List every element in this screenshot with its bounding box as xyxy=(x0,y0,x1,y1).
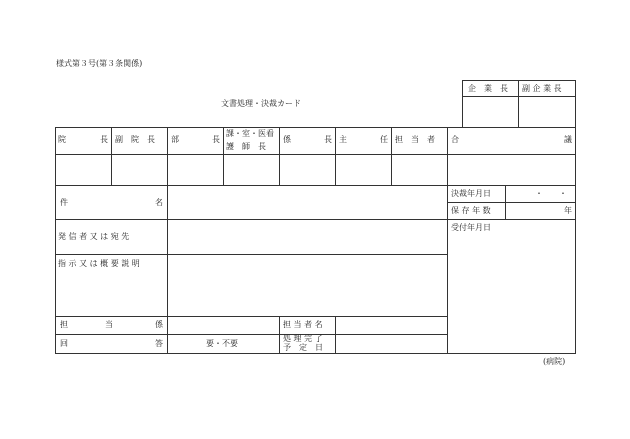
decision-date-value: ・ ・ xyxy=(535,189,567,198)
staff-label-3: 係 xyxy=(155,320,163,329)
hospital-director-suffix: 長 xyxy=(100,135,108,144)
form-number: 様式第３号(第３条関係) xyxy=(56,59,143,68)
supervisor-label: 主 xyxy=(339,135,347,144)
person-name-label: 担 当 者 名 xyxy=(283,320,323,329)
president-label: 企 業 長 xyxy=(468,84,508,93)
hospital-director-label: 院 xyxy=(58,135,66,144)
reply-required-option[interactable]: 要・不要 xyxy=(206,339,238,348)
staff-label-2: 当 xyxy=(105,320,113,329)
vice-president-label: 副 企 業 長 xyxy=(522,84,562,93)
vice-director-label: 副 院 長 xyxy=(115,135,155,144)
instructions-field[interactable] xyxy=(168,255,447,316)
retention-label: 保 存 年 数 xyxy=(451,206,491,215)
staff-label-1: 担 xyxy=(60,320,68,329)
completion-date-label-1: 処 理 完 了 xyxy=(283,334,323,343)
instructions-label: 指 示 又 は 概 要 説 明 xyxy=(58,259,140,268)
department-suffix: 長 xyxy=(212,135,220,144)
section-head-label-2: 護 師 長 xyxy=(226,142,266,151)
section-head-label-1: 課・室・医看 xyxy=(226,129,274,138)
supervisor-suffix: 任 xyxy=(380,135,388,144)
decision-date-label: 決裁年月日 xyxy=(451,189,491,198)
consultation-label: 合 xyxy=(451,135,459,144)
subject-label-2: 名 xyxy=(155,198,163,207)
chief-suffix: 長 xyxy=(324,135,332,144)
received-date-label: 受付年月日 xyxy=(451,223,491,232)
consultation-suffix: 議 xyxy=(564,135,572,144)
person-in-charge-label: 担 当 者 xyxy=(395,135,435,144)
department-label: 部 xyxy=(171,135,179,144)
subject-field[interactable] xyxy=(168,186,447,219)
retention-unit: 年 xyxy=(564,206,572,215)
subject-label-1: 件 xyxy=(60,198,68,207)
footer-note: (病院) xyxy=(543,357,566,366)
form-title: 文書処理・決裁カード xyxy=(221,99,301,108)
reply-label-1: 回 xyxy=(60,339,68,348)
sender-field[interactable] xyxy=(168,220,447,254)
sender-label: 発 信 者 又 は 宛 先 xyxy=(58,232,130,241)
reply-label-2: 答 xyxy=(155,339,163,348)
completion-date-label-2: 予 定 日 xyxy=(283,343,323,352)
chief-label: 係 xyxy=(283,135,291,144)
